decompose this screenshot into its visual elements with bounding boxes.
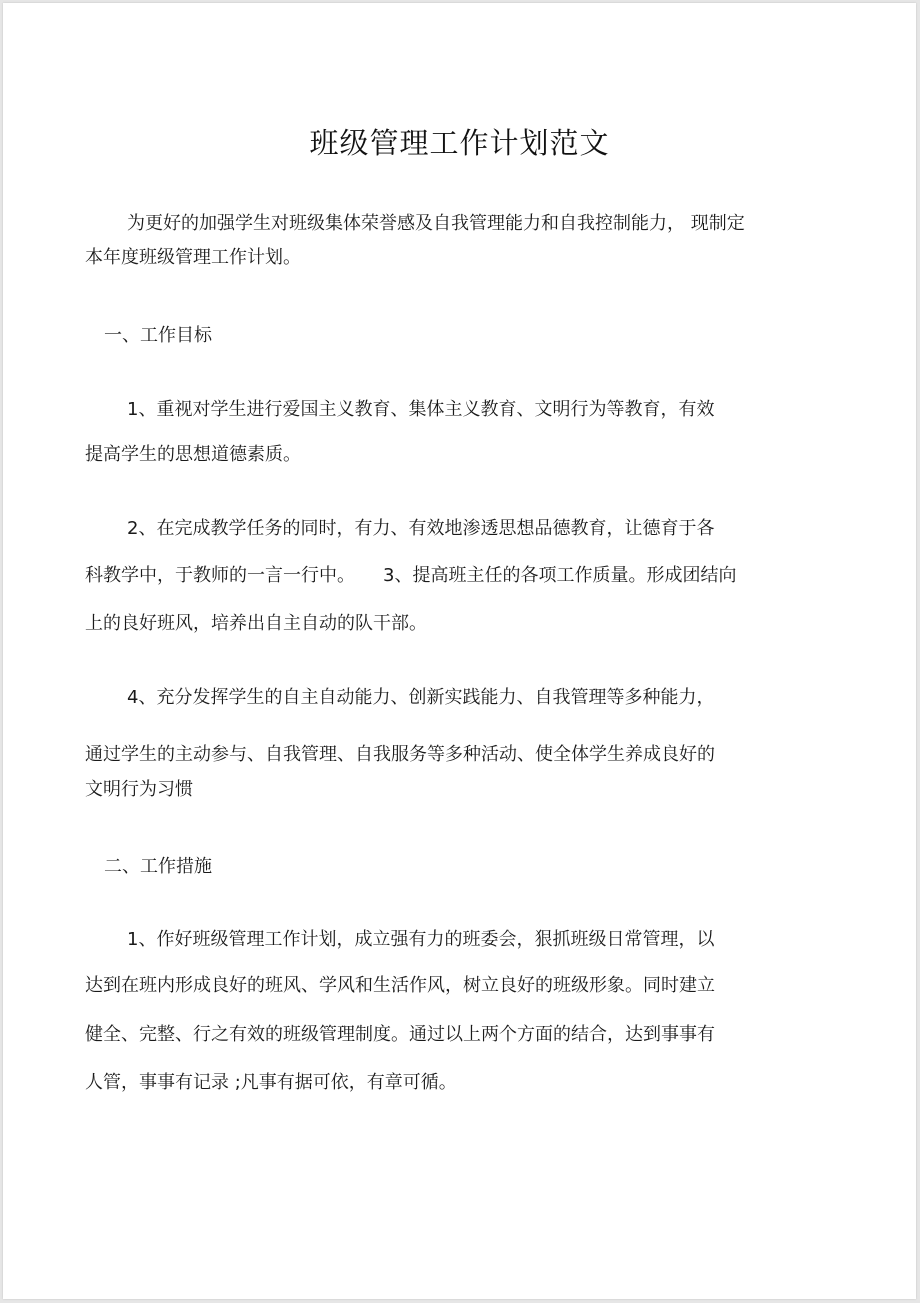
document-title: 班级管理工作计划范文 xyxy=(309,126,610,160)
goal-1-line-2: 提高学生的思想道德素质。 xyxy=(85,444,301,465)
document-page xyxy=(3,3,916,1299)
goal-4-line-3: 文明行为习惯 xyxy=(85,779,193,800)
section-heading-measures: 二、工作措施 xyxy=(104,856,212,877)
document-body xyxy=(3,3,916,1299)
goal-4-line-2: 通过学生的主动参与、自我管理、自我服务等多种活动、使全体学生养成良好的 xyxy=(85,744,715,765)
measure-1-line-1: 1、作好班级管理工作计划，成立强有力的班委会，狠抓班级日常管理，以 xyxy=(127,929,715,950)
measure-1-line-4: 人管，事事有记录 ;凡事有据可依，有章可循。 xyxy=(85,1072,457,1093)
intro-line-1: 为更好的加强学生对班级集体荣誉感及自我管理能力和自我控制能力， 现制定 xyxy=(127,213,745,234)
goal-2-line-2-text: 科教学中，于教师的一言一行中。 xyxy=(85,565,355,586)
goal-3-line-2: 上的良好班风，培养出自主自动的队干部。 xyxy=(85,613,427,634)
measure-1-line-3: 健全、完整、行之有效的班级管理制度。通过以上两个方面的结合，达到事事有 xyxy=(85,1024,715,1045)
intro-line-2: 本年度班级管理工作计划。 xyxy=(85,247,301,268)
goal-3-text: 3、提高班主任的各项工作质量。形成团结向 xyxy=(383,565,737,586)
goal-2-line-1: 2、在完成教学任务的同时，有力、有效地渗透思想品德教育，让德育于各 xyxy=(127,518,715,539)
goal-2-line-2 xyxy=(85,565,736,587)
goal-1-line-1: 1、重视对学生进行爱国主义教育、集体主义教育、文明行为等教育，有效 xyxy=(127,399,715,420)
goal-4-line-1: 4、充分发挥学生的自主自动能力、创新实践能力、自我管理等多种能力， xyxy=(127,687,715,708)
section-heading-goals: 一、工作目标 xyxy=(104,325,212,346)
measure-1-line-2: 达到在班内形成良好的班风、学风和生活作风，树立良好的班级形象。同时建立 xyxy=(85,975,715,996)
